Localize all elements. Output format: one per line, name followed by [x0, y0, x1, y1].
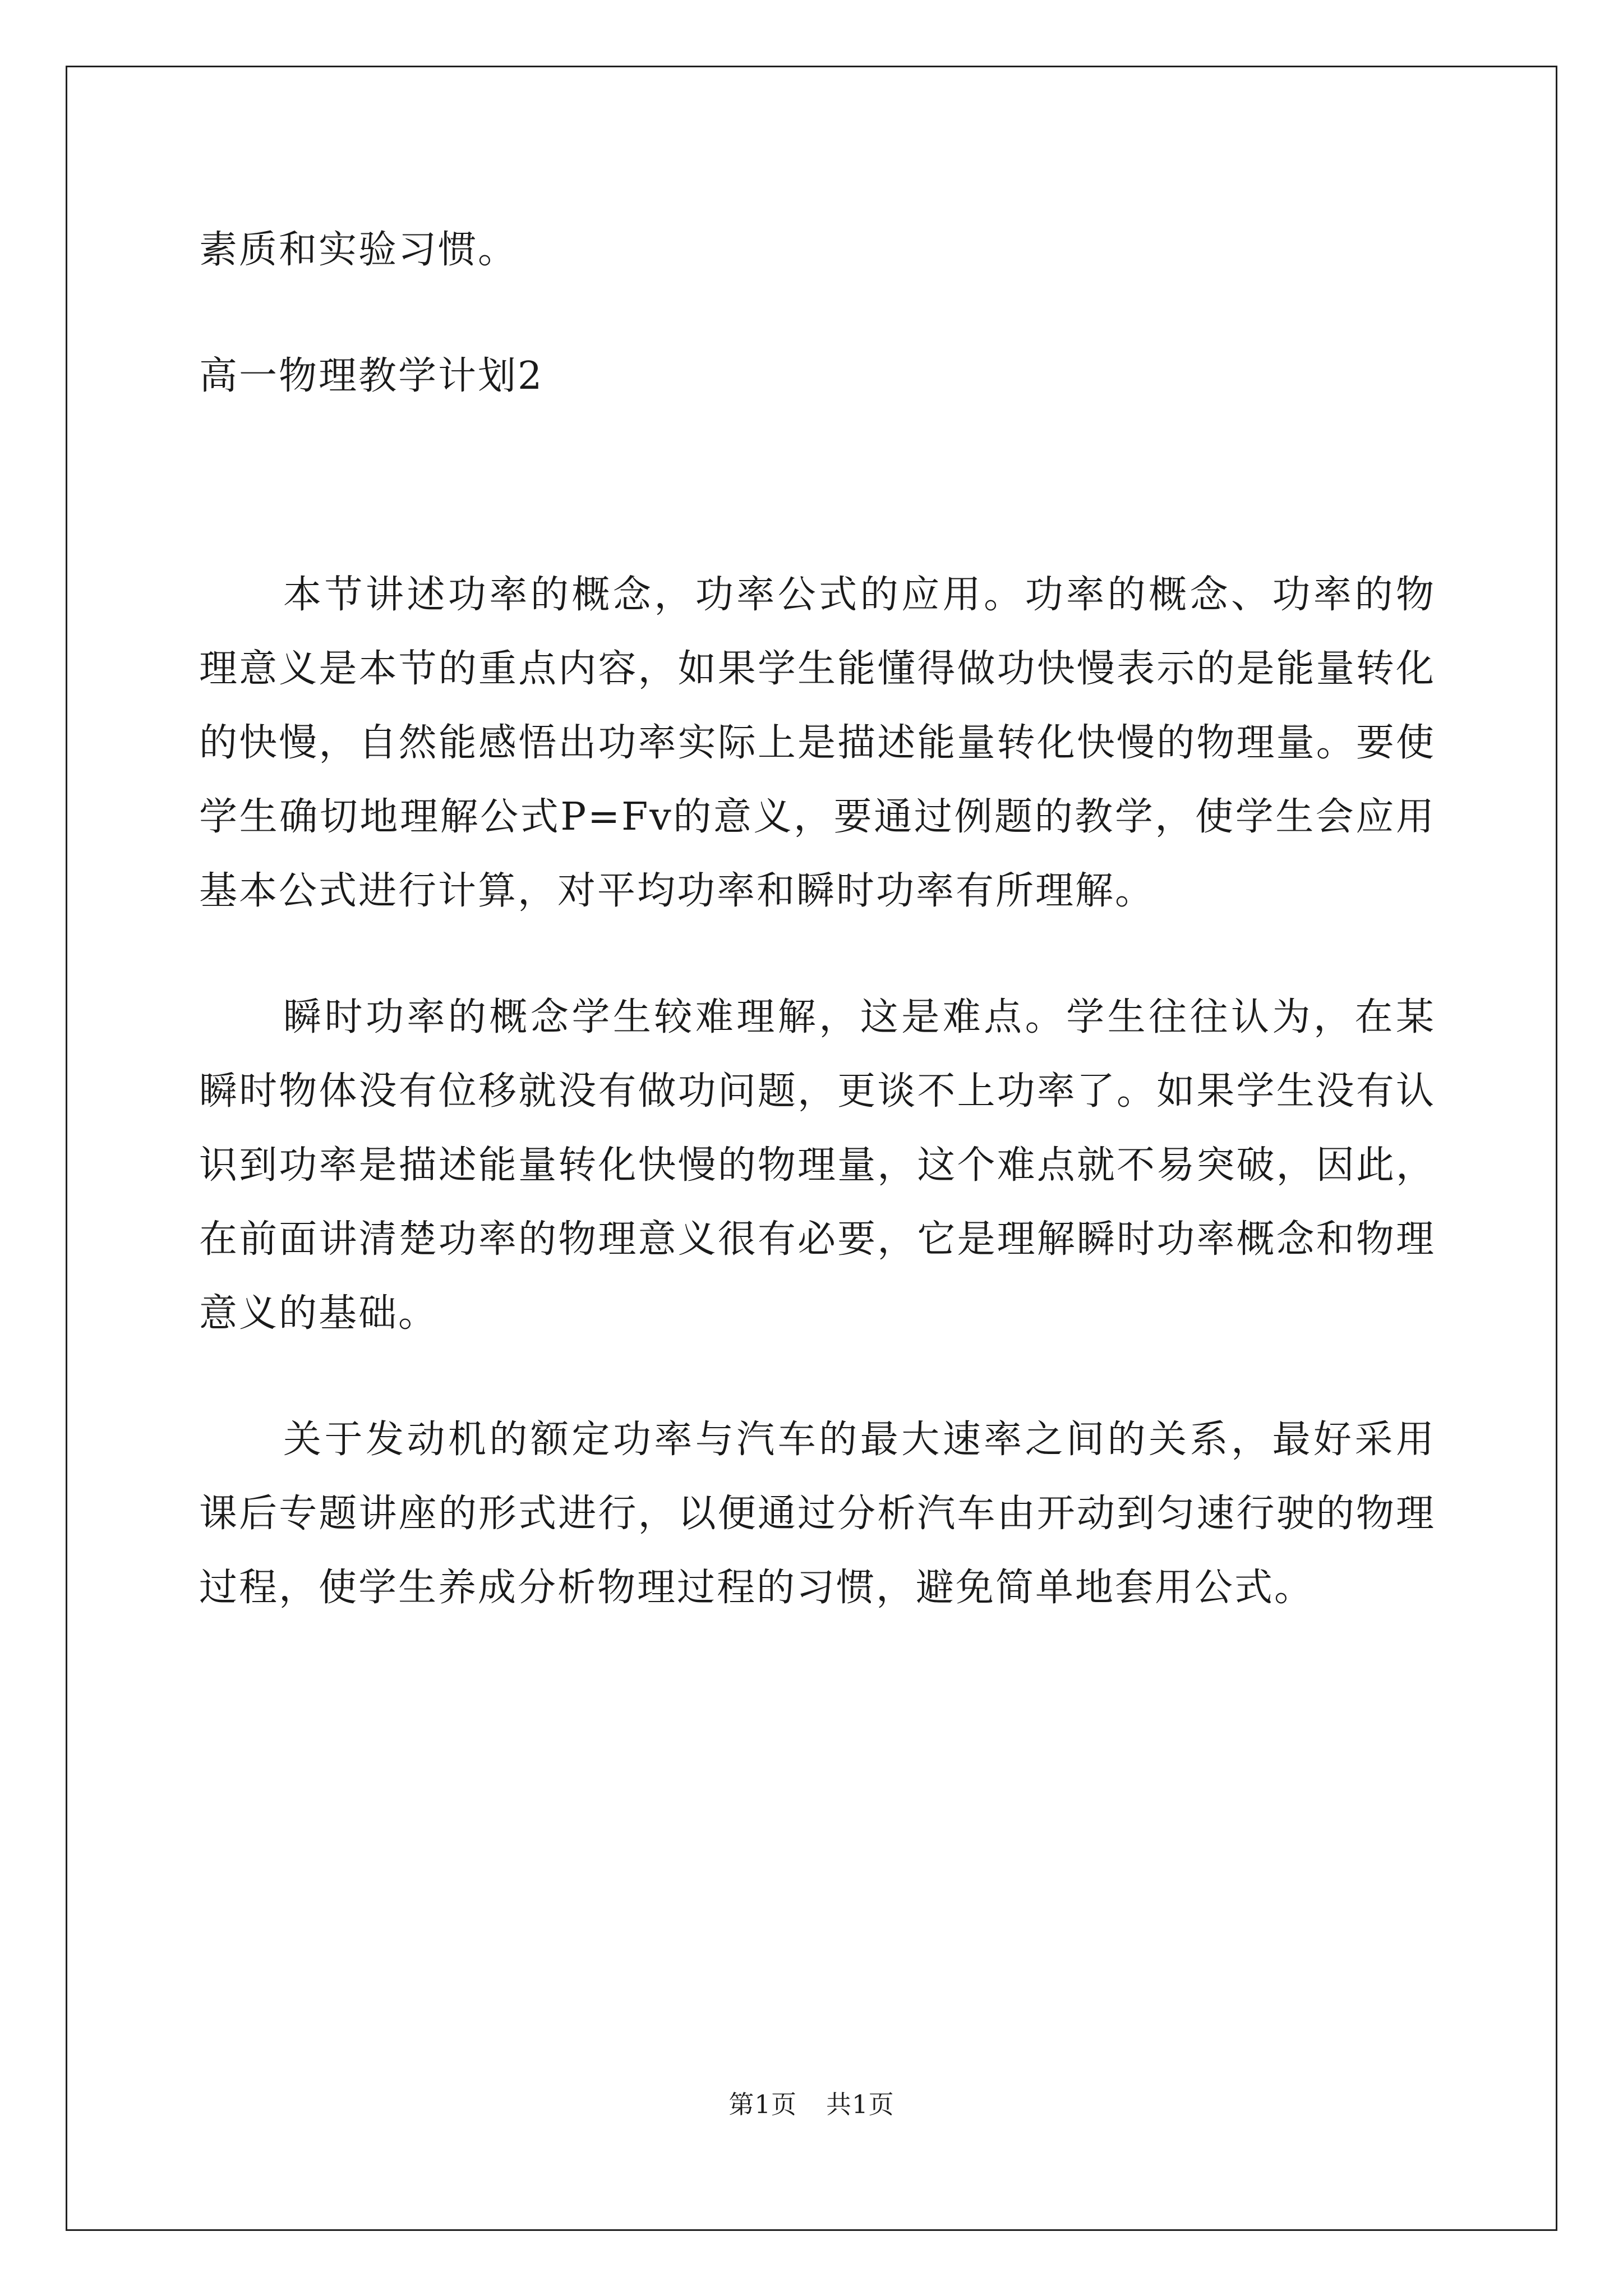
section-title: 高一物理教学计划2	[199, 354, 544, 398]
page-total: 共1页	[826, 2090, 895, 2119]
paragraph-2: 瞬时功率的概念学生较难理解，这是难点。学生往往认为，在某瞬时物体没有位移就没有做功问题，更谈不上功率了。如果学生没有认识到功率是描述能量转化快慢的物理量，这个难点就不易突破，因此，在前面讲清楚功率的物理意义很有必要，它是理解瞬时功率概念和物理意义的基础。	[199, 995, 1436, 1336]
paragraph-group	[199, 558, 1436, 1625]
page-footer	[0, 2084, 1623, 2120]
paragraph-3: 关于发动机的额定功率与汽车的最大速率之间的关系，最好采用课后专题讲座的形式进行，以便通过分析汽车由开动到匀速行驶的物理过程，使学生养成分析物理过程的习惯，避免简单地套用公式。	[199, 1418, 1436, 1610]
continued-text-line: 素质和实验习惯。	[199, 228, 518, 272]
paragraph-1: 本节讲述功率的概念，功率公式的应用。功率的概念、功率的物理意义是本节的重点内容，如果学生能懂得做功快慢表示的是能量转化的快慢，自然能感悟出功率实际上是描述能量转化快慢的物理量。要使学生确切地理解公式P=Fv的意义，要通过例题的教学，使学生会应用基本公式进行计算，对平均功率和瞬时功率有所理解。	[199, 573, 1436, 913]
document-body	[199, 213, 1436, 1625]
page-number: 第1页	[728, 2090, 797, 2119]
